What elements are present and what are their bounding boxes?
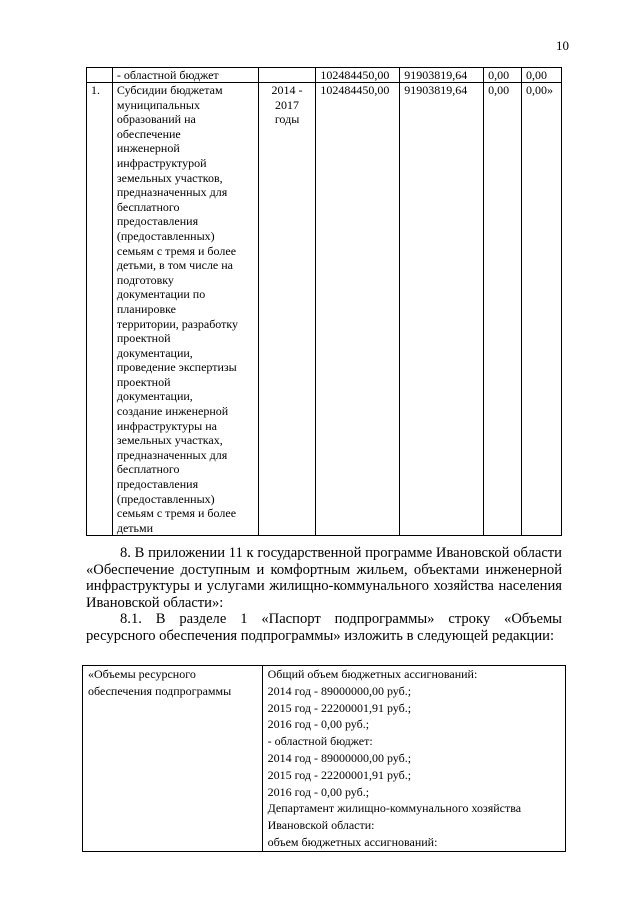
row-name-cell [112,83,258,536]
cell-line: планировке [116,301,176,316]
paragraph-8: 8. В приложении 11 к государственной программе Ивановской области «Обеспечение доступным и комфортным жильем, объектами инженерной инфраструктуры и услугами жилищно-коммунального хозяйства населения Ивановской области»: [86,545,562,611]
cell-line: 2014 - [271,83,303,97]
cell-line: предоставления [116,214,199,229]
cell-line: 2015 год - 22200001,91 руб.; [267,767,412,782]
row-period-cell [258,68,316,83]
cell-line: проектной [116,374,171,389]
value-cell: 91903819,64 [400,83,484,536]
table-row [87,68,562,83]
cell-line: семьям с тремя и более [116,506,237,521]
cell-line: документации по [116,287,206,302]
cell-line: бесплатного [116,462,180,477]
row-period-cell [258,83,316,536]
cell-line: документации, [116,389,193,404]
cell-line: обеспечения подпрограммы [88,683,232,698]
cell-line: детьми [116,520,154,535]
value-cell: 91903819,64 [400,68,484,83]
cell-line: 2016 год - 0,00 руб.; [267,784,370,799]
cell-line: инженерной [116,141,180,156]
cell-line: Общий объем бюджетных ассигнований: [267,667,478,681]
cell-line: 2014 год - 89000000,00 руб.; [267,750,412,765]
cell-line: предназначенных для [116,185,228,200]
value-cell: 0,00» [522,83,562,536]
cell-line: (предоставленных) [116,228,215,243]
cell-line: предоставления [116,477,199,492]
cell-line: документации, [116,345,193,360]
row-name-cell [112,68,258,83]
value-cell: 0,00 [484,68,522,83]
cell-line: Субсидии бюджетам [116,83,223,97]
cell-line: годы [274,112,300,127]
cell-line: образований на [116,112,196,127]
value-cell: 0,00 [522,68,562,83]
cell-line: 2014 год - 89000000,00 руб.; [267,683,412,698]
cell-line: 2016 год - 0,00 руб.; [267,717,370,732]
cell-line: земельных участках, [116,433,223,448]
passport-content-cell [262,666,565,852]
row-number-cell: 1. [87,83,113,536]
paragraph-8-1: 8.1. В разделе 1 «Паспорт подпрограммы» строку «Объемы ресурсного обеспечения подпрограммы» изложить в следующей редакции: [86,611,562,644]
cell-line: инфраструктуры на [116,418,217,433]
cell-line: (предоставленных) [116,491,215,506]
budget-table-body [87,68,562,536]
cell-line: Ивановской области: [267,818,375,833]
cell-line: 2017 [275,97,300,112]
cell-line: муниципальных [116,97,200,112]
cell-line: земельных участков, [116,170,223,185]
page-number: 10 [556,38,569,53]
value-cell: 102484450,00 [316,83,400,536]
passport-row [83,666,566,852]
passport-table [82,665,566,852]
table-row [87,83,562,536]
cell-line: семьям с тремя и более [116,243,237,258]
cell-line: бесплатного [116,199,180,214]
row-number-cell [87,68,113,83]
cell-line: 2015 год - 22200001,91 руб.; [267,700,412,715]
cell-line: территории, разработку [116,316,239,331]
cell-line: объем бюджетных ассигнований: [267,834,438,849]
value-cell: 0,00 [484,83,522,536]
cell-line: - областной бюджет: [267,734,373,749]
cell-line: создание инженерной [116,404,229,419]
cell-line: обеспечение [116,126,181,141]
cell-line: предназначенных для [116,447,228,462]
cell-line: Департамент жилищно-коммунального хозяйства [267,801,522,816]
cell-line: - областной бюджет [116,68,219,82]
value-cell: 102484450,00 [316,68,400,83]
budget-table [86,67,562,536]
cell-line: «Объемы ресурсного [88,667,196,681]
cell-line: подготовку [116,272,174,287]
cell-line: проведение экспертизы [116,360,237,375]
cell-line: проектной [116,331,171,346]
cell-line: детьми, в том числе на [116,258,234,273]
passport-label-cell [83,666,263,852]
cell-line: инфраструктурой [116,155,207,170]
